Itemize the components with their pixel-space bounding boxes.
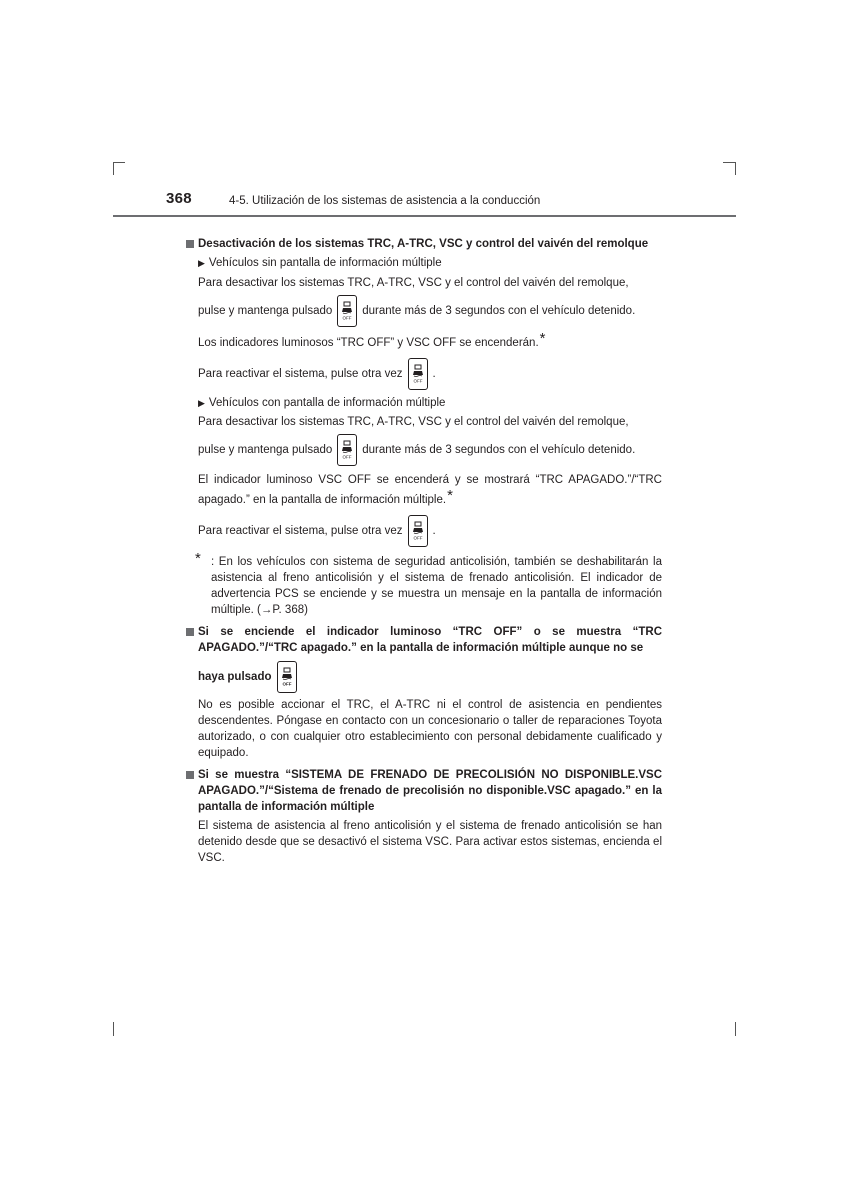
reactivate-line xyxy=(186,514,662,548)
heading-text: haya pulsado xyxy=(198,671,272,683)
footnote-marker: * xyxy=(195,550,201,567)
instruction-text: pulse y mantenga pulsado xyxy=(198,305,333,317)
heading-text: Desactivación de los sistemas TRC, A-TRC, VSC y control del vaivén del remolque xyxy=(198,238,649,250)
heading-end-line xyxy=(186,660,662,694)
vsc-off-button-icon xyxy=(408,515,428,547)
page-content xyxy=(186,236,662,866)
footnote-text: : En los vehículos con sistema de seguridad anticolisión, también se deshabilitarán la asistencia al freno anticolisión y el sistema de frenado anticolisión. El indicador de advertencia PCS se enciende y se muestra un mensaje en la pantalla de información múltiple. (→P. 368) xyxy=(211,556,662,616)
crop-mark-top-right-v xyxy=(735,162,736,175)
svg-text:OFF: OFF xyxy=(342,454,352,460)
heading-deactivation xyxy=(186,236,662,252)
asterisk: * xyxy=(447,487,453,504)
square-bullet-icon xyxy=(186,628,194,636)
reactivate-text: Para reactivar el sistema, pulse otra vez xyxy=(198,368,403,380)
paragraph-line xyxy=(186,331,662,351)
vsc-off-button-icon xyxy=(337,295,357,327)
page-number: 368 xyxy=(166,190,192,207)
crop-mark-bottom-right-v xyxy=(735,1022,736,1036)
subheading-text: Vehículos sin pantalla de información múltiple xyxy=(208,257,442,269)
paragraph xyxy=(186,472,662,508)
svg-text:OFF: OFF xyxy=(413,378,423,384)
triangle-right-icon: ▶ xyxy=(198,258,205,268)
asterisk: * xyxy=(539,330,546,347)
instruction-text: pulse y mantenga pulsado xyxy=(198,444,333,456)
instruction-text: durante más de 3 segundos con el vehículo detenido. xyxy=(362,444,636,456)
reactivate-line xyxy=(186,357,662,391)
vsc-off-button-icon xyxy=(277,661,297,693)
section-title: 4-5. Utilización de los sistemas de asistencia a la conducción xyxy=(229,195,541,207)
paragraph: No es posible accionar el TRC, el A-TRC ni el control de asistencia en pendientes descendentes. Póngase en contacto con un concesionario o taller de reparaciones Toyota autorizado, o con cualquier otro establecimiento con personal debidamente cualificado y equipado. xyxy=(198,699,662,759)
crop-mark-top-left-h xyxy=(113,162,125,163)
instruction-line xyxy=(186,294,662,328)
crop-mark-top-right-h xyxy=(723,162,735,163)
crop-mark-top-left-v xyxy=(113,162,114,175)
footnote xyxy=(186,550,662,618)
period: . xyxy=(432,368,436,380)
subheading-with-display xyxy=(186,395,662,411)
subheading-text: Vehículos con pantalla de información múltiple xyxy=(208,397,446,409)
paragraph: El sistema de asistencia al freno anticolisión y el sistema de frenado anticolisión se han detenido desde que se desactivó el sistema VSC. Para activar estos sistemas, encienda el VSC. xyxy=(198,820,662,864)
svg-text:OFF: OFF xyxy=(282,681,291,687)
triangle-right-icon: ▶ xyxy=(198,398,205,408)
header-rule xyxy=(113,215,736,217)
svg-text:OFF: OFF xyxy=(413,535,423,541)
heading-pcs-unavailable xyxy=(186,767,662,815)
heading-text: Si se muestra “SISTEMA DE FRENADO DE PRECOLISIÓN NO DISPONIBLE.VSC APAGADO.”/“Sistema de frenado de precolisión no disponible.VSC apagado.” en la pantalla de información múltiple xyxy=(198,769,662,813)
reactivate-text: Para reactivar el sistema, pulse otra vez xyxy=(198,525,403,537)
subheading-without-display xyxy=(186,255,662,271)
period: . xyxy=(432,525,436,537)
square-bullet-icon xyxy=(186,771,194,779)
crop-mark-bottom-left-v xyxy=(113,1022,114,1036)
indicator-text: Los indicadores luminosos “TRC OFF” y VSC OFF se encenderán. xyxy=(198,337,539,349)
paragraph-line: Para desactivar los sistemas TRC, A-TRC, VSC y el control del vaivén del remolque, xyxy=(198,416,629,428)
heading-text: Si se enciende el indicador luminoso “TRC OFF” o se muestra “TRC APAGADO.”/“TRC apagado.” en la pantalla de información múltiple aunque no se xyxy=(198,626,662,654)
svg-text:OFF: OFF xyxy=(342,315,352,321)
heading-trc-off-indicator xyxy=(186,624,662,656)
vsc-off-button-icon xyxy=(408,358,428,390)
square-bullet-icon xyxy=(186,240,194,248)
vsc-off-button-icon xyxy=(337,434,357,466)
instruction-line xyxy=(186,433,662,467)
instruction-text: durante más de 3 segundos con el vehículo detenido. xyxy=(362,305,636,317)
paragraph-line: Para desactivar los sistemas TRC, A-TRC, VSC y el control del vaivén del remolque, xyxy=(198,277,629,289)
indicator-text: El indicador luminoso VSC OFF se encenderá y se mostrará “TRC APAGADO.”/“TRC apagado.” en la pantalla de información múltiple. xyxy=(198,474,662,506)
